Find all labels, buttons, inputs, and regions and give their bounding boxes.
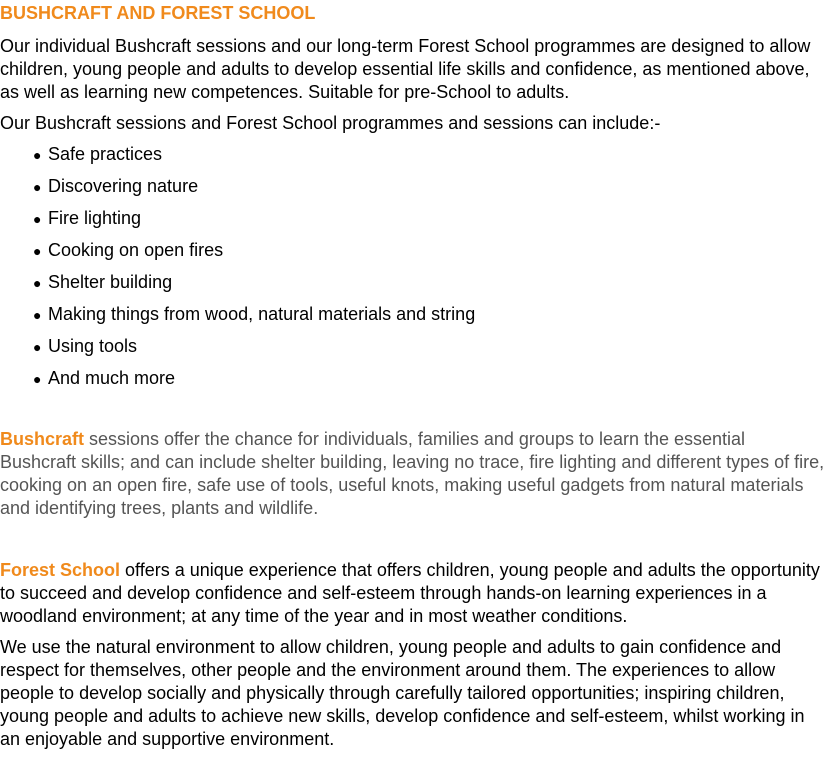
bushcraft-term: Bushcraft xyxy=(0,429,85,449)
intro-paragraph: Our individual Bushcraft sessions and our long-term Forest School programmes are designed to allow children, young people and adults to develop essential life skills and confidence, as mentioned above, as well as learning new competences. Suitable for pre-School to adults. xyxy=(0,36,811,102)
bullet-icon: ● xyxy=(33,275,42,291)
forest-school-term: Forest School xyxy=(0,560,121,580)
bullet-icon: ● xyxy=(33,211,42,227)
list-item xyxy=(33,271,826,303)
list-item-label: Discovering nature xyxy=(48,176,199,196)
bullet-icon: ● xyxy=(33,307,42,323)
list-item-label: Shelter building xyxy=(48,272,173,292)
list-item-label: Fire lighting xyxy=(48,208,142,228)
list-item xyxy=(33,143,826,175)
list-item-label: Using tools xyxy=(48,336,138,356)
closing-paragraph: We use the natural environment to allow children, young people and adults to gain confidence and respect for themselves, other people and the environment around them. The experiences to allow people to develop socially and physically through carefully tailored opportunities; inspiring children, young people and adults to achieve new skills, develop confidence and self-esteem, whilst working in an enjoyable and supportive environment. xyxy=(0,637,805,749)
list-item-label: Cooking on open fires xyxy=(48,240,224,260)
bullet-icon: ● xyxy=(33,147,42,163)
list-item xyxy=(33,175,826,207)
forest-school-description: offers a unique experience that offers children, young people and adults the opportunity to succeed and develop confidence and self-esteem through hands-on learning experiences in a woodland environment; at any time of the year and in most weather conditions. xyxy=(0,560,820,626)
list-item-label: And much more xyxy=(48,368,176,388)
bushcraft-paragraph xyxy=(0,428,826,520)
list-item xyxy=(33,207,826,239)
bullet-icon: ● xyxy=(33,179,42,195)
forest-school-paragraph xyxy=(0,559,826,628)
list-item xyxy=(33,367,826,399)
list-intro: Our Bushcraft sessions and Forest School programmes and sessions can include:- xyxy=(0,113,661,133)
activities-list xyxy=(0,143,826,399)
section-heading: BUSHCRAFT AND FOREST SCHOOL xyxy=(0,3,316,23)
bullet-icon: ● xyxy=(33,339,42,355)
bullet-icon: ● xyxy=(33,371,42,387)
list-item xyxy=(33,239,826,271)
list-item-label: Making things from wood, natural materials and string xyxy=(48,304,476,324)
list-item-label: Safe practices xyxy=(48,144,163,164)
list-item xyxy=(33,303,826,335)
bullet-icon: ● xyxy=(33,243,42,259)
bushcraft-description: sessions offer the chance for individuals, families and groups to learn the essential Bushcraft skills; and can include shelter building, leaving no trace, fire lighting and different types of fire, cooking on an open fire, safe use of tools, useful knots, making useful gadgets from natural materials and identifying trees, plants and wildlife. xyxy=(0,429,825,518)
list-item xyxy=(33,335,826,367)
